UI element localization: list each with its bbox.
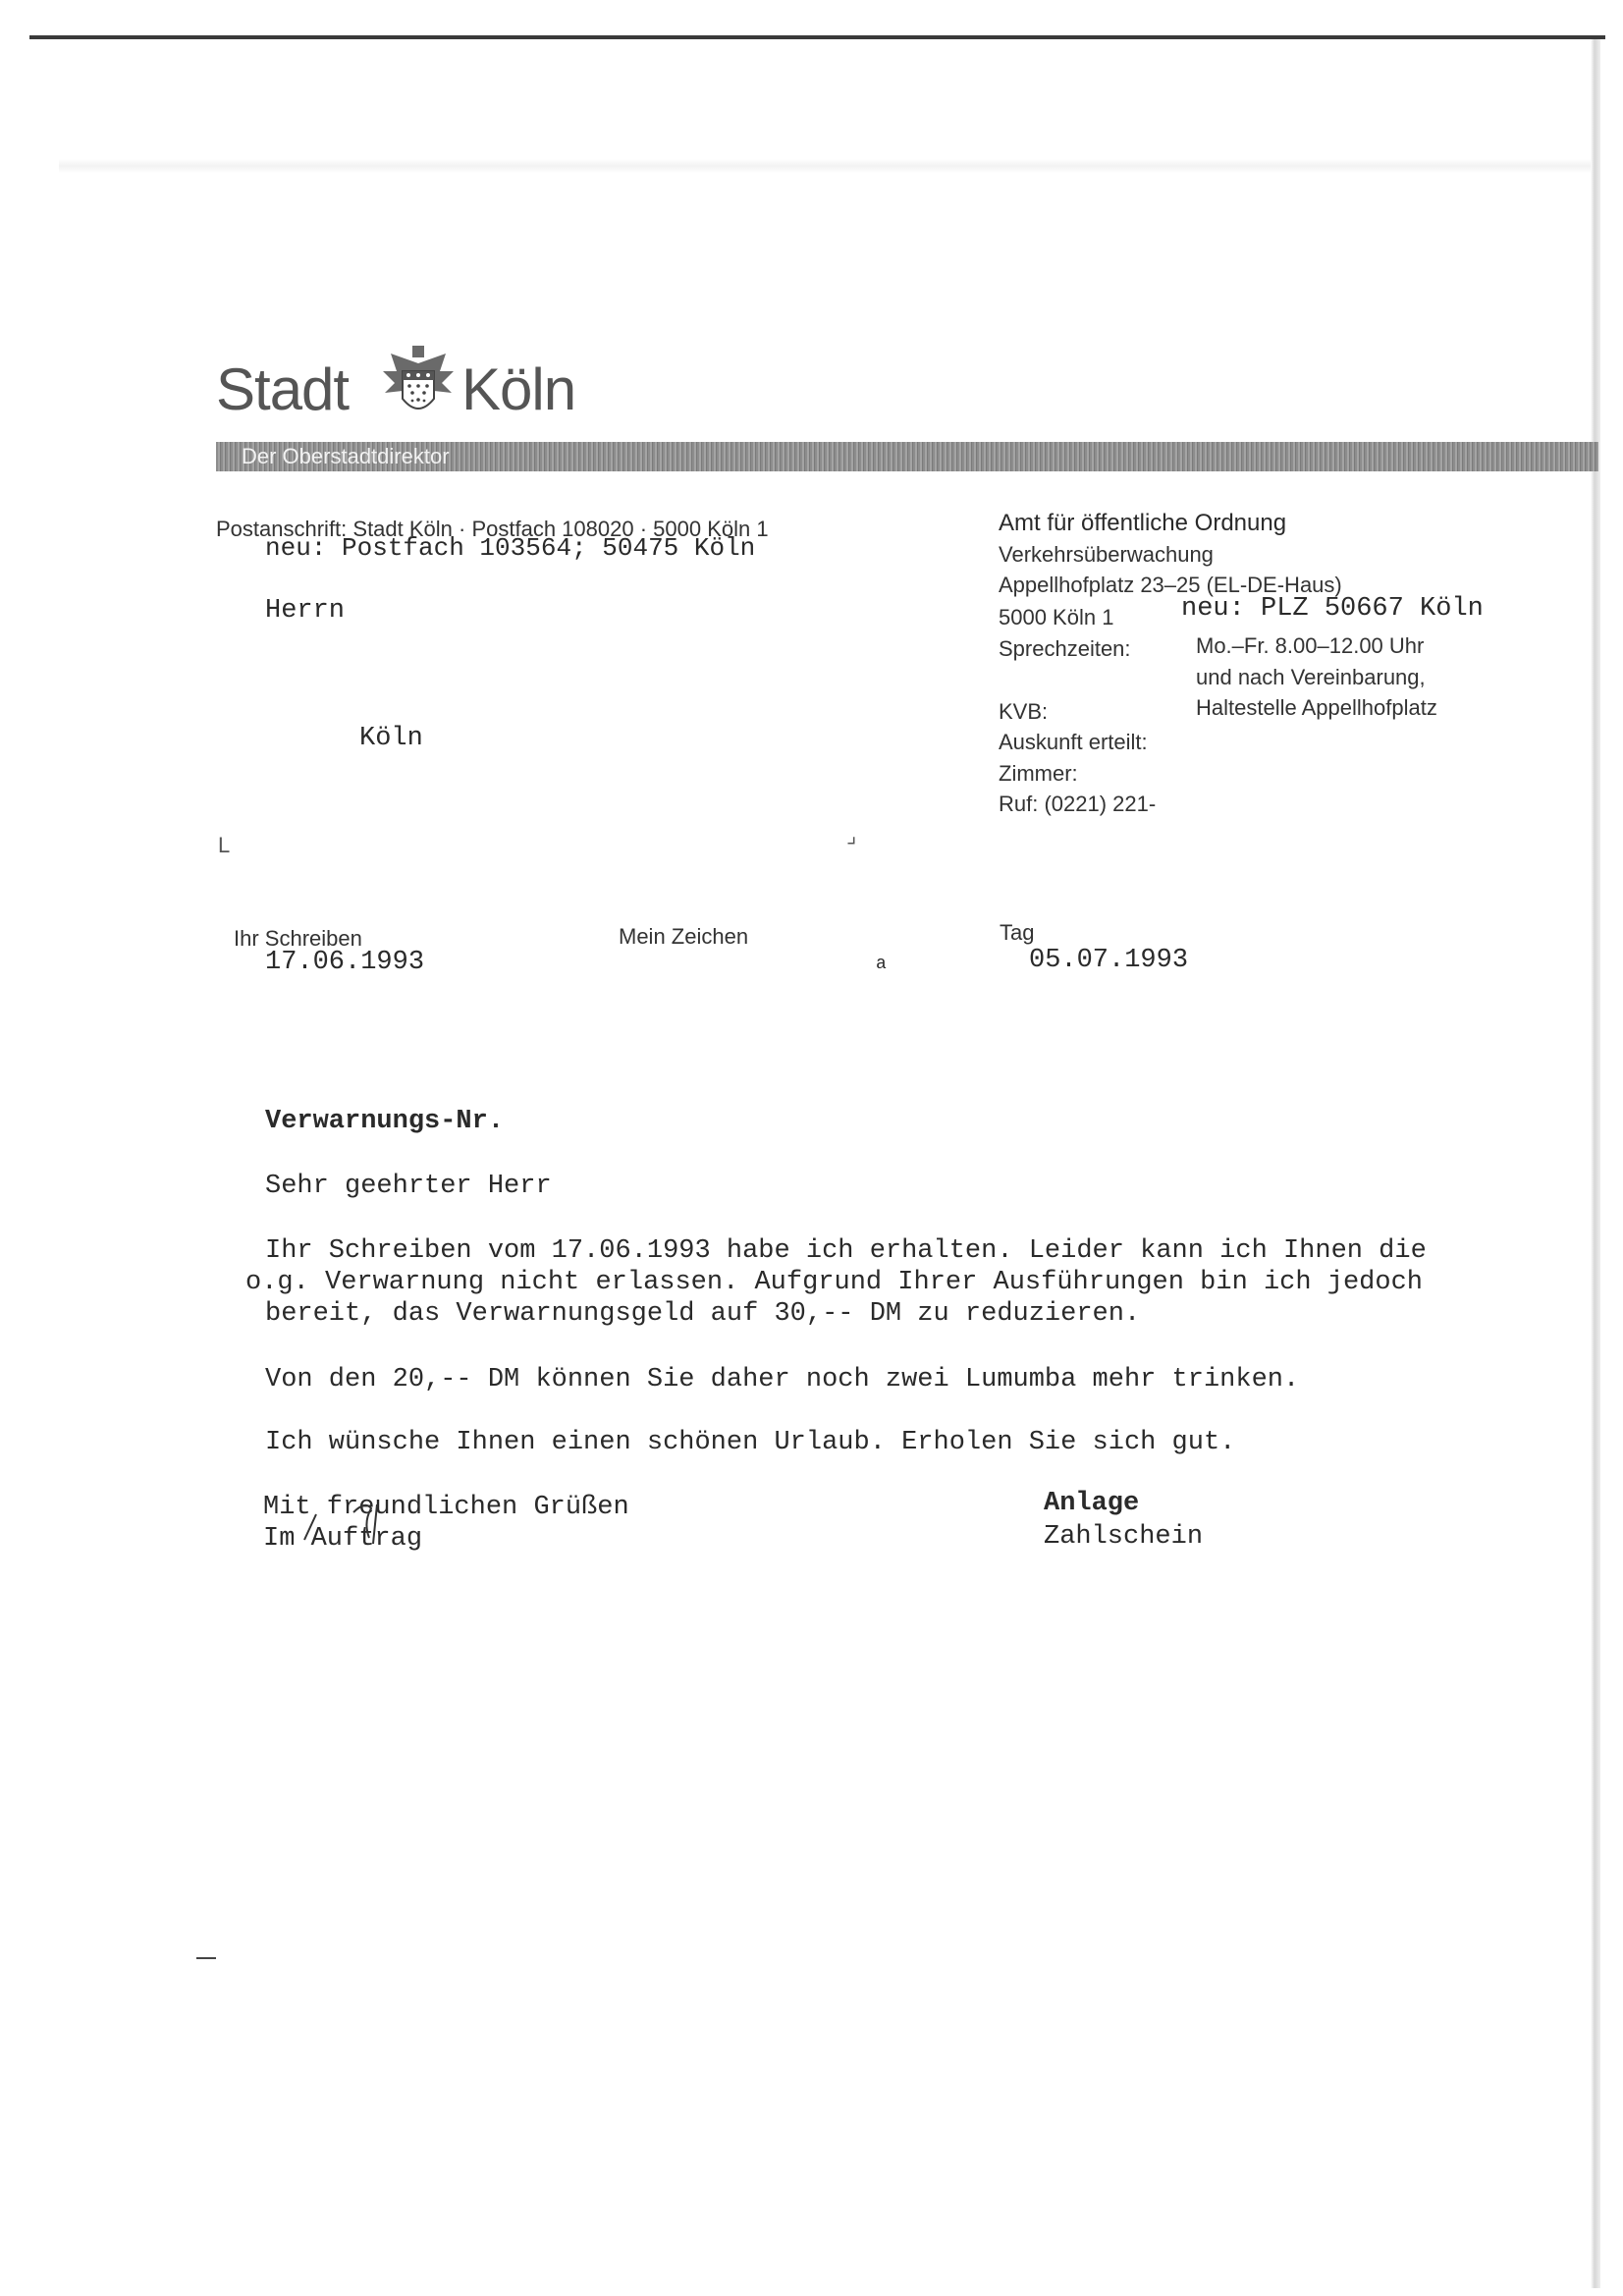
office-hours-line2: und nach Vereinbarung, [1196, 665, 1426, 689]
signature-mark [295, 1483, 432, 1552]
postal-return-address: Postanschrift: Stadt Köln · Postfach 108020 · 5000 Köln 1 [216, 517, 769, 541]
your-letter-label: Ihr Schreiben [234, 926, 362, 951]
my-reference-fragment: a [876, 955, 887, 974]
logo-word-koeln: Köln [461, 356, 576, 422]
office-info-label: Auskunft erteilt: [999, 730, 1148, 754]
paragraph2: Von den 20,-- DM können Sie daher noch zwei Lumumba mehr trinken. [265, 1365, 1300, 1394]
postal-new-address: neu: Postfach 103564; 50475 Köln [265, 533, 756, 563]
recipient-city: Köln [359, 724, 423, 753]
paragraph1-line3: bereit, das Verwarnungsgeld auf 30,-- DM zu reduzieren. [265, 1299, 1141, 1329]
address-window-corner-right: ⌟ [846, 823, 857, 847]
address-window-corner-left: L [218, 833, 231, 857]
office-division: Verkehrsüberwachung [999, 542, 1214, 567]
my-reference-label: Mein Zeichen [619, 924, 749, 949]
paragraph3: Ich wünsche Ihnen einen schönen Urlaub. Erholen Sie sich gut. [265, 1428, 1236, 1457]
closing-on-behalf: Im Auftrag [263, 1524, 423, 1554]
scan-right-edge [1591, 39, 1600, 2288]
scan-top-rule [29, 35, 1605, 39]
recipient-salutation: Herrn [265, 596, 346, 626]
paragraph1-line2: o.g. Verwarnung nicht erlassen. Aufgrund Ihrer Ausführungen bin ich jedoch [245, 1268, 1423, 1297]
department-bar-label: Der Oberstadtdirektor [242, 444, 450, 468]
coat-of-arms-icon [373, 342, 463, 432]
enclosure-item: Zahlschein [1044, 1522, 1204, 1552]
office-transit-label: KVB: [999, 699, 1049, 724]
office-phone-label: Ruf: (0221) 221- [999, 792, 1157, 816]
office-hours-label: Sprechzeiten: [999, 636, 1131, 661]
greeting: Sehr geehrter Herr [265, 1172, 552, 1201]
office-room-label: Zimmer: [999, 761, 1078, 786]
scan-faint-band [59, 159, 1591, 173]
paragraph1-line1: Ihr Schreiben vom 17.06.1993 habe ich erhalten. Leider kann ich Ihnen die [265, 1236, 1427, 1266]
office-transit-value: Haltestelle Appellhofplatz [1196, 695, 1437, 720]
office-address: Appellhofplatz 23–25 (EL-DE-Haus) [999, 573, 1342, 597]
office-city-new: neu: PLZ 50667 Köln [1181, 594, 1484, 624]
logo-word-stadt: Stadt [216, 356, 350, 422]
office-city: 5000 Köln 1 [999, 605, 1114, 629]
closing-regards: Mit freundlichen Grüßen [263, 1493, 629, 1522]
enclosure-label: Anlage [1044, 1489, 1140, 1518]
your-letter-date: 17.06.1993 [265, 948, 425, 977]
office-name: Amt für öffentliche Ordnung [999, 510, 1287, 536]
office-hours-line1: Mo.–Fr. 8.00–12.00 Uhr [1196, 633, 1425, 658]
subject-line: Verwarnungs-Nr. [265, 1107, 505, 1136]
day-date: 05.07.1993 [1029, 946, 1189, 975]
fold-mark [196, 1957, 216, 1959]
day-label: Tag [1000, 920, 1035, 945]
